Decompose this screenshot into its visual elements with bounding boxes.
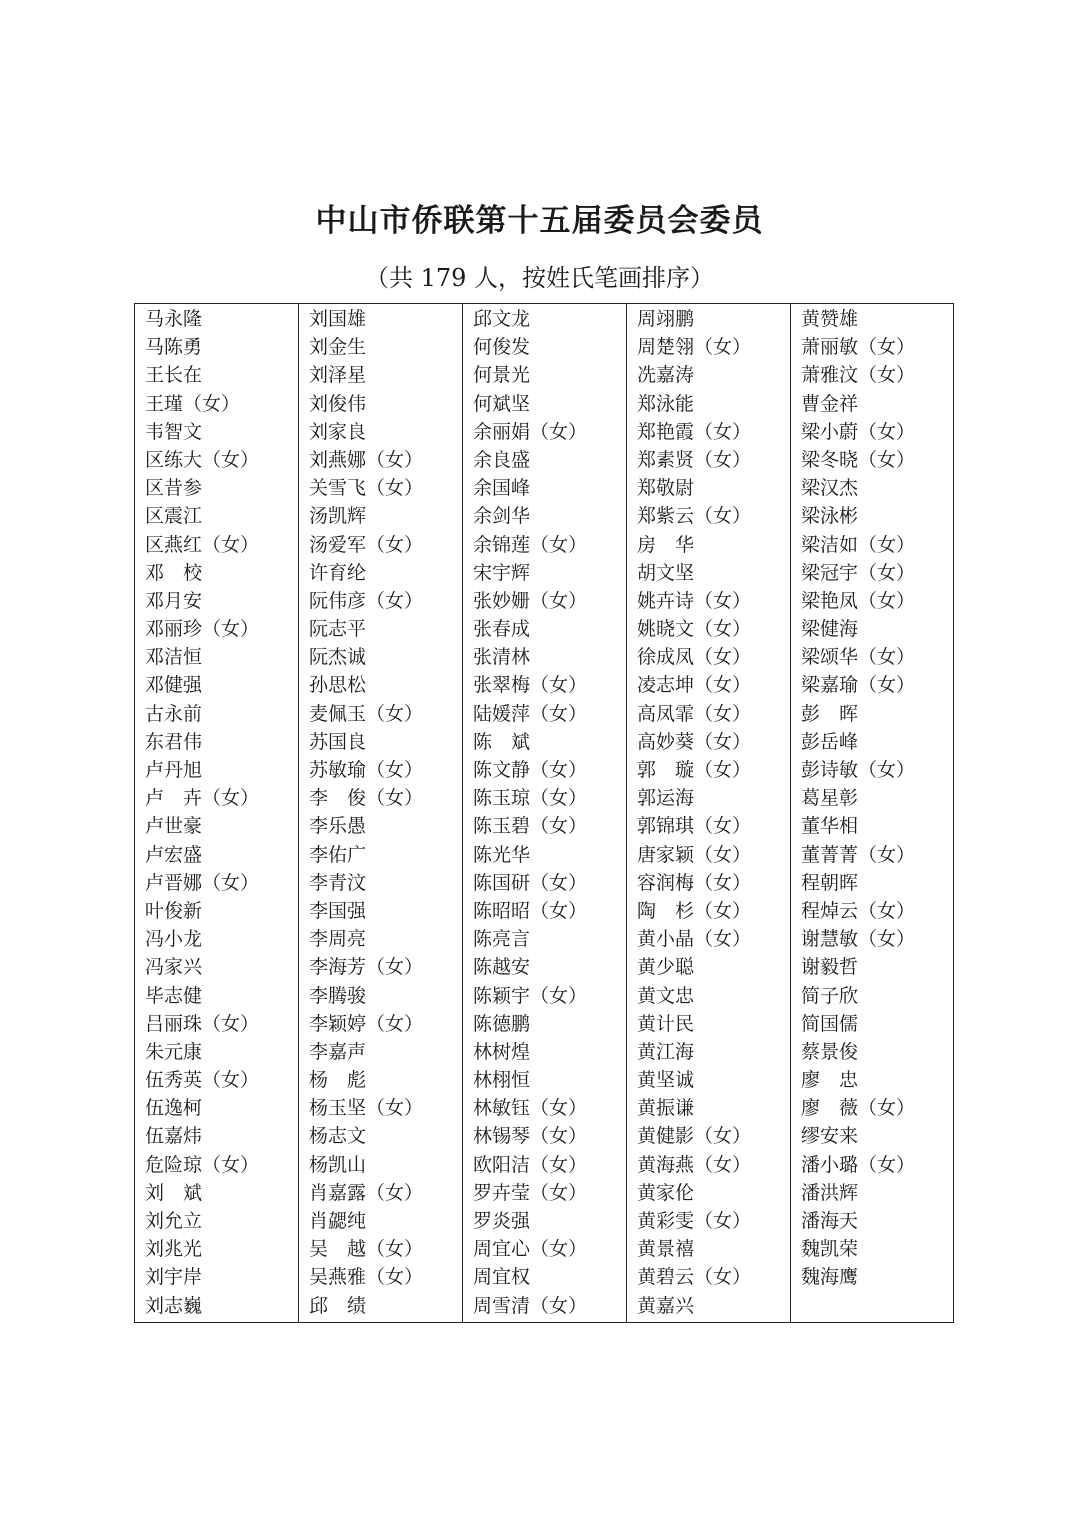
member-name: 葛星彰 xyxy=(801,787,859,810)
document-subtitle: （共 179 人，按姓氏笔画排序） xyxy=(364,264,715,292)
member-name: 苏敏瑜（女） xyxy=(309,759,424,781)
member-name: 邓丽珍（女） xyxy=(145,618,260,641)
member-name: 梁冬晓（女） xyxy=(801,448,916,471)
member-name: 陈德鹏 xyxy=(473,1012,531,1035)
member-name: 马陈勇 xyxy=(145,336,203,359)
member-name: 余国峰 xyxy=(473,477,531,500)
member-name: 董华相 xyxy=(801,815,859,838)
member-name: 胡文坚 xyxy=(637,561,695,584)
member-name: 潘小璐（女） xyxy=(801,1153,916,1176)
member-name: 曹金祥 xyxy=(801,392,859,415)
member-name: 余良盛 xyxy=(473,448,531,471)
member-name: 周宜权 xyxy=(473,1266,531,1289)
member-name: 彭岳峰 xyxy=(801,730,859,753)
member-name: 黄家伦 xyxy=(637,1181,695,1204)
member-name: 郑敬尉 xyxy=(637,477,695,500)
member-name: 杨 彪 xyxy=(309,1069,367,1092)
member-name: 刘燕娜（女） xyxy=(309,448,424,471)
member-name: 高凤霏（女） xyxy=(637,702,752,725)
member-name: 陈颖宇（女） xyxy=(473,984,588,1007)
member-name: 吴 越（女） xyxy=(309,1238,424,1261)
member-name: 周雪清（女） xyxy=(473,1294,588,1317)
member-name: 卢丹旭 xyxy=(145,759,203,781)
member-name: 欧阳洁（女） xyxy=(473,1153,588,1176)
member-name: 唐家颖（女） xyxy=(637,843,752,866)
member-name: 凌志坤（女） xyxy=(637,674,752,697)
member-name: 黄彩雯（女） xyxy=(637,1210,752,1232)
member-name: 廖 忠 xyxy=(801,1069,859,1092)
member-name: 黄文忠 xyxy=(637,984,695,1007)
member-name: 冯小龙 xyxy=(145,928,203,951)
member-name: 马永隆 xyxy=(145,308,203,330)
member-name: 黄少聪 xyxy=(637,956,695,979)
member-name: 阮志平 xyxy=(309,618,367,641)
member-column-2 xyxy=(299,304,463,1322)
member-name: 刘允立 xyxy=(145,1210,203,1232)
member-name: 程焯云（女） xyxy=(801,899,916,922)
member-name: 李国强 xyxy=(309,899,367,922)
member-name: 汤爱军（女） xyxy=(309,533,424,556)
member-name: 汤凯辉 xyxy=(309,505,367,528)
member-name: 李嘉声 xyxy=(309,1040,367,1063)
member-name: 余锦莲（女） xyxy=(473,533,588,556)
document-title: 中山市侨联第十五届委员会委员 xyxy=(315,203,764,239)
member-name: 卢宏盛 xyxy=(145,843,203,866)
member-name: 陈昭昭（女） xyxy=(473,899,588,922)
member-name: 魏凯荣 xyxy=(801,1238,859,1261)
member-name: 张翠梅（女） xyxy=(473,674,588,697)
member-name: 周宜心（女） xyxy=(473,1238,588,1261)
member-name: 徐成凤（女） xyxy=(637,646,752,669)
member-name: 彭 晖 xyxy=(801,702,859,725)
member-name: 刘兆光 xyxy=(145,1238,203,1261)
member-name: 周楚翎（女） xyxy=(637,336,752,359)
member-column-5 xyxy=(791,304,955,1322)
member-name: 肖嘉露（女） xyxy=(309,1181,424,1204)
member-name: 陈玉碧（女） xyxy=(473,815,588,838)
member-name: 冼嘉涛 xyxy=(637,364,695,387)
member-name: 刘俊伟 xyxy=(309,392,367,415)
member-name: 李乐愚 xyxy=(309,815,367,838)
member-name: 黄碧云（女） xyxy=(637,1266,752,1289)
member-name: 宋宇辉 xyxy=(473,561,531,584)
member-name: 许育纶 xyxy=(309,561,367,584)
member-name: 陈亮言 xyxy=(473,928,531,951)
member-name: 林栩恒 xyxy=(473,1069,531,1092)
member-name: 卢晋娜（女） xyxy=(145,871,260,894)
member-name: 廖 薇（女） xyxy=(801,1097,916,1120)
member-name: 刘志巍 xyxy=(145,1294,203,1317)
member-name: 郑紫云（女） xyxy=(637,505,752,528)
member-name: 邓月安 xyxy=(145,589,203,612)
member-name: 李周亮 xyxy=(309,928,367,951)
member-name: 伍嘉炜 xyxy=(145,1125,203,1148)
member-name: 姚晓文（女） xyxy=(637,618,752,641)
member-name: 郭锦琪（女） xyxy=(637,815,752,838)
member-name: 何斌坚 xyxy=(473,392,531,415)
member-name: 郭 璇（女） xyxy=(637,759,752,781)
member-name: 黄健影（女） xyxy=(637,1125,752,1148)
member-name: 区燕红（女） xyxy=(145,533,260,556)
member-name: 陈光华 xyxy=(473,843,531,866)
member-name: 刘 斌 xyxy=(145,1181,203,1204)
member-name: 李颖婷（女） xyxy=(309,1012,424,1035)
member-column-4 xyxy=(627,304,791,1322)
member-name: 陈 斌 xyxy=(473,730,531,753)
member-name: 余剑华 xyxy=(473,505,531,528)
member-name: 林树煌 xyxy=(473,1040,531,1063)
member-name: 李腾骏 xyxy=(309,984,367,1007)
member-name: 张清林 xyxy=(473,646,531,669)
member-name: 毕志健 xyxy=(145,984,203,1007)
member-name: 黄坚诚 xyxy=(637,1069,695,1092)
member-name: 梁颂华（女） xyxy=(801,646,916,669)
member-name: 何俊发 xyxy=(473,336,531,359)
member-name: 梁嘉瑜（女） xyxy=(801,674,916,697)
member-name: 叶俊新 xyxy=(145,899,203,922)
member-name: 刘金生 xyxy=(309,336,367,359)
member-name: 张妙姗（女） xyxy=(473,589,588,612)
member-name: 黄赞雄 xyxy=(801,308,859,330)
member-name: 陈玉琼（女） xyxy=(473,787,588,810)
member-name: 区昔参 xyxy=(145,477,203,500)
member-name: 邱 绩 xyxy=(309,1294,367,1317)
member-name: 高妙葵（女） xyxy=(637,730,752,753)
member-name: 萧雅汶（女） xyxy=(801,364,916,387)
member-name: 黄计民 xyxy=(637,1012,695,1035)
member-name: 阮杰诚 xyxy=(309,646,367,669)
member-name: 刘家良 xyxy=(309,420,367,443)
member-name: 邓健强 xyxy=(145,674,203,697)
member-name: 房 华 xyxy=(637,533,695,556)
member-name: 刘泽星 xyxy=(309,364,367,387)
member-table xyxy=(134,303,954,1323)
member-name: 王瑾（女） xyxy=(145,392,241,415)
member-name: 董菁菁（女） xyxy=(801,843,916,866)
member-name: 张春成 xyxy=(473,618,531,641)
member-name: 王长在 xyxy=(145,364,203,387)
member-name: 黄海燕（女） xyxy=(637,1153,752,1176)
member-name: 潘洪辉 xyxy=(801,1181,859,1204)
member-name: 梁泳彬 xyxy=(801,505,859,528)
member-name: 罗炎强 xyxy=(473,1210,531,1232)
member-name: 谢慧敏（女） xyxy=(801,928,916,951)
member-name: 区震江 xyxy=(145,505,203,528)
member-name: 麦佩玉（女） xyxy=(309,702,424,725)
member-name: 林敏钰（女） xyxy=(473,1097,588,1120)
member-name: 黄景禧 xyxy=(637,1238,695,1261)
member-name: 黄嘉兴 xyxy=(637,1294,695,1317)
member-name: 缪安来 xyxy=(801,1125,859,1148)
member-name: 邓 校 xyxy=(145,561,203,584)
member-name: 郑艳霞（女） xyxy=(637,420,752,443)
member-name: 肖勰纯 xyxy=(309,1210,367,1232)
member-name: 杨玉坚（女） xyxy=(309,1097,424,1120)
member-name: 梁健海 xyxy=(801,618,859,641)
member-name: 陈越安 xyxy=(473,956,531,979)
member-name: 关雪飞（女） xyxy=(309,477,424,500)
member-name: 梁小蔚（女） xyxy=(801,420,916,443)
member-name: 韦智文 xyxy=(145,420,203,443)
member-name: 何景光 xyxy=(473,364,531,387)
member-name: 黄振谦 xyxy=(637,1097,695,1120)
member-name: 陈国研（女） xyxy=(473,871,588,894)
member-name: 姚卉诗（女） xyxy=(637,589,752,612)
member-name: 卢 卉（女） xyxy=(145,787,260,810)
member-name: 简国儒 xyxy=(801,1012,859,1035)
member-name: 潘海天 xyxy=(801,1210,859,1232)
member-name: 李青汶 xyxy=(309,871,367,894)
member-name: 邱文龙 xyxy=(473,308,531,330)
member-name: 简子欣 xyxy=(801,984,859,1007)
member-name: 黄江海 xyxy=(637,1040,695,1063)
member-name: 区练大（女） xyxy=(145,448,260,471)
member-name: 危险琼（女） xyxy=(145,1153,260,1176)
member-name: 郑泳能 xyxy=(637,392,695,415)
member-name: 余丽娟（女） xyxy=(473,420,588,443)
member-name: 梁汉杰 xyxy=(801,477,859,500)
member-name: 东君伟 xyxy=(145,730,203,753)
member-name: 伍秀英（女） xyxy=(145,1069,260,1092)
member-name: 李佑广 xyxy=(309,843,367,866)
member-name: 郑素贤（女） xyxy=(637,448,752,471)
member-name: 邓洁恒 xyxy=(145,646,203,669)
member-name: 周翊鹏 xyxy=(637,308,695,330)
member-name: 朱元康 xyxy=(145,1040,203,1063)
member-name: 苏国良 xyxy=(309,730,367,753)
member-name: 黄小晶（女） xyxy=(637,928,752,951)
member-name: 罗卉莹（女） xyxy=(473,1181,588,1204)
member-name: 刘宇岸 xyxy=(145,1266,203,1289)
member-name: 伍逸柯 xyxy=(145,1097,203,1120)
member-column-3 xyxy=(463,304,627,1322)
member-name: 刘国雄 xyxy=(309,308,367,330)
member-name: 陈文静（女） xyxy=(473,759,588,781)
member-name: 陆媛萍（女） xyxy=(473,702,588,725)
member-name: 古永前 xyxy=(145,702,203,725)
member-name: 杨志文 xyxy=(309,1125,367,1148)
member-name: 阮伟彦（女） xyxy=(309,589,424,612)
member-column-1 xyxy=(135,304,299,1322)
member-name: 谢毅哲 xyxy=(801,956,859,979)
member-name: 卢世豪 xyxy=(145,815,203,838)
member-name: 梁洁如（女） xyxy=(801,533,916,556)
member-name: 蔡景俊 xyxy=(801,1040,859,1063)
member-name: 魏海鹰 xyxy=(801,1266,859,1289)
member-name: 梁冠宇（女） xyxy=(801,561,916,584)
member-name: 彭诗敏（女） xyxy=(801,759,916,781)
member-name: 容润梅（女） xyxy=(637,871,752,894)
member-name: 萧丽敏（女） xyxy=(801,336,916,359)
member-name: 吕丽珠（女） xyxy=(145,1012,260,1035)
member-name: 梁艳凤（女） xyxy=(801,589,916,612)
member-name: 李海芳（女） xyxy=(309,956,424,979)
member-name: 陶 杉（女） xyxy=(637,899,752,922)
member-name: 吴燕雅（女） xyxy=(309,1266,424,1289)
member-name: 杨凯山 xyxy=(309,1153,367,1176)
member-name: 程朝晖 xyxy=(801,871,859,894)
member-name: 林锡琴（女） xyxy=(473,1125,588,1148)
member-name: 孙思松 xyxy=(309,674,367,697)
member-name: 郭运海 xyxy=(637,787,695,810)
member-name: 李 俊（女） xyxy=(309,787,424,810)
member-name: 冯家兴 xyxy=(145,956,203,979)
